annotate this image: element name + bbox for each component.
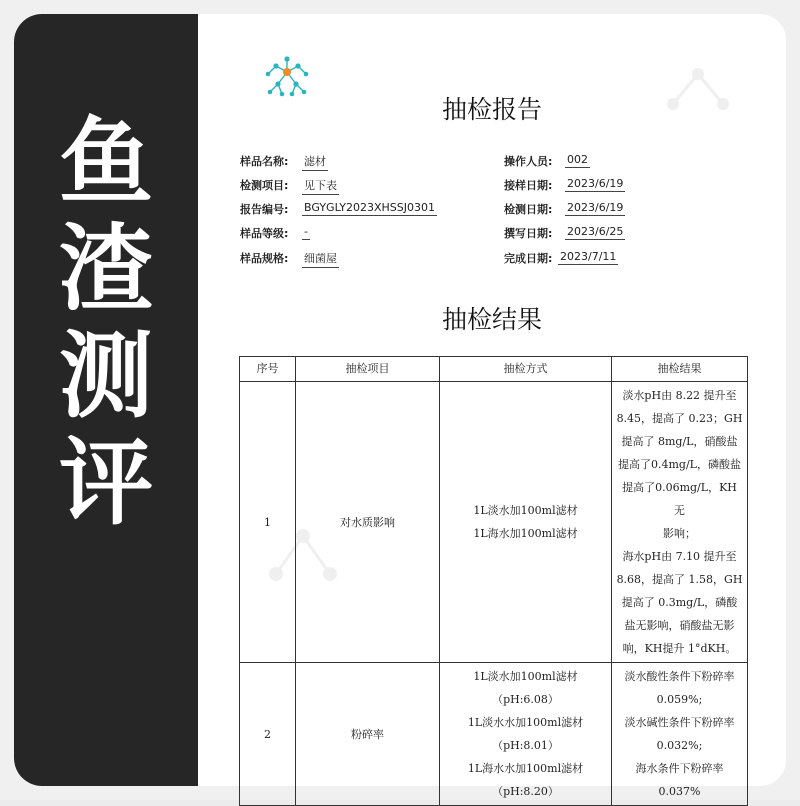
method-line: 1L淡水加100ml滤材 <box>473 670 578 683</box>
result-line: 提高了0.4mg/L，磷酸盐 <box>618 458 741 471</box>
row-method <box>440 382 612 663</box>
write-date-label: 撰写日期: <box>504 227 553 240</box>
header-method: 抽检方式 <box>440 357 612 382</box>
result-line: 8.45，提高了 0.23；GH <box>616 412 743 425</box>
test-item-value: 见下表 <box>302 177 339 195</box>
title-char: 评 <box>58 429 153 538</box>
method-line: 1L淡水加100ml滤材 <box>473 504 578 517</box>
result-line: 0.037% <box>658 785 701 798</box>
report-title: 抽检报告 <box>441 95 542 124</box>
result-line: 提高了 0.3mg/L，磷酸 <box>621 596 738 609</box>
table-header-row <box>240 357 748 382</box>
operator-label: 操作人员: <box>504 155 553 168</box>
results-title: 抽检结果 <box>441 305 542 334</box>
sample-grade-label: 样品等级: <box>240 227 289 240</box>
method-line: （pH:6.08） <box>492 693 559 706</box>
result-line: 海水条件下粉碎率 <box>635 762 724 775</box>
test-date-label: 检测日期: <box>504 203 553 216</box>
result-line: 影响； <box>663 527 696 540</box>
vertical-title <box>14 109 198 537</box>
result-line: 淡水酸性条件下粉碎率 <box>624 670 735 683</box>
header-result: 抽检结果 <box>612 357 748 382</box>
result-line: 响，KH提升 1°dKH。 <box>622 642 737 655</box>
method-line: （pH:8.01） <box>492 739 559 752</box>
receive-date-value: 2023/6/19 <box>567 177 624 190</box>
method-line: 1L海水加100ml滤材 <box>473 527 578 540</box>
row-no: 2 <box>240 663 296 806</box>
results-table <box>239 356 748 806</box>
test-date-value: 2023/6/19 <box>567 201 624 214</box>
receive-date-label: 接样日期: <box>504 179 553 192</box>
table-row <box>240 382 748 663</box>
result-line: 提高了0.06mg/L，KH 无 <box>622 481 737 517</box>
report-paper <box>198 14 786 798</box>
sample-spec-value: 细菌屋 <box>302 250 339 268</box>
result-line: 0.059%; <box>656 693 703 706</box>
method-line: （pH:8.20） <box>492 785 559 798</box>
sample-spec-label: 样品规格: <box>240 252 289 265</box>
row-item: 对水质影响 <box>296 382 440 663</box>
write-date-value: 2023/6/25 <box>567 225 624 238</box>
report-document <box>198 14 786 798</box>
result-line: 淡水pH由 8.22 提升至 <box>622 389 737 402</box>
sample-grade-value: - <box>304 225 308 238</box>
finish-date-value: 2023/7/11 <box>560 250 617 263</box>
method-line: 1L淡水水加100ml滤材 <box>467 716 584 729</box>
row-no: 1 <box>240 382 296 663</box>
header-item: 抽检项目 <box>296 357 440 382</box>
result-line: 海水pH由 7.10 提升至 <box>622 550 737 563</box>
row-result <box>612 663 748 806</box>
result-line: 8.68，提高了 1.58，GH <box>616 573 743 586</box>
table-row <box>240 663 748 806</box>
sidebar-panel <box>14 14 198 786</box>
row-item: 粉碎率 <box>296 663 440 806</box>
report-no-label: 报告编号: <box>240 203 289 216</box>
test-item-label: 检测项目: <box>240 179 289 192</box>
operator-value: 002 <box>567 153 588 166</box>
title-char: 测 <box>58 322 153 431</box>
sample-name-value: 滤材 <box>302 153 328 171</box>
row-method <box>440 663 612 806</box>
sample-name-label: 样品名称: <box>240 155 289 168</box>
result-line: 0.032%; <box>656 739 703 752</box>
finish-date-label: 完成日期: <box>504 252 553 265</box>
method-line: 1L海水水加100ml滤材 <box>467 762 584 775</box>
result-line: 盐无影响，硝酸盐无影 <box>624 619 735 632</box>
result-line: 提高了 8mg/L，硝酸盐 <box>621 435 738 448</box>
row-result <box>612 382 748 663</box>
report-no-value: BGYGLY2023XHSSJ0301 <box>304 201 435 214</box>
header-no: 序号 <box>240 357 296 382</box>
result-line: 淡水碱性条件下粉碎率 <box>624 716 735 729</box>
title-char: 渣 <box>58 215 153 324</box>
title-char: 鱼 <box>58 108 153 217</box>
